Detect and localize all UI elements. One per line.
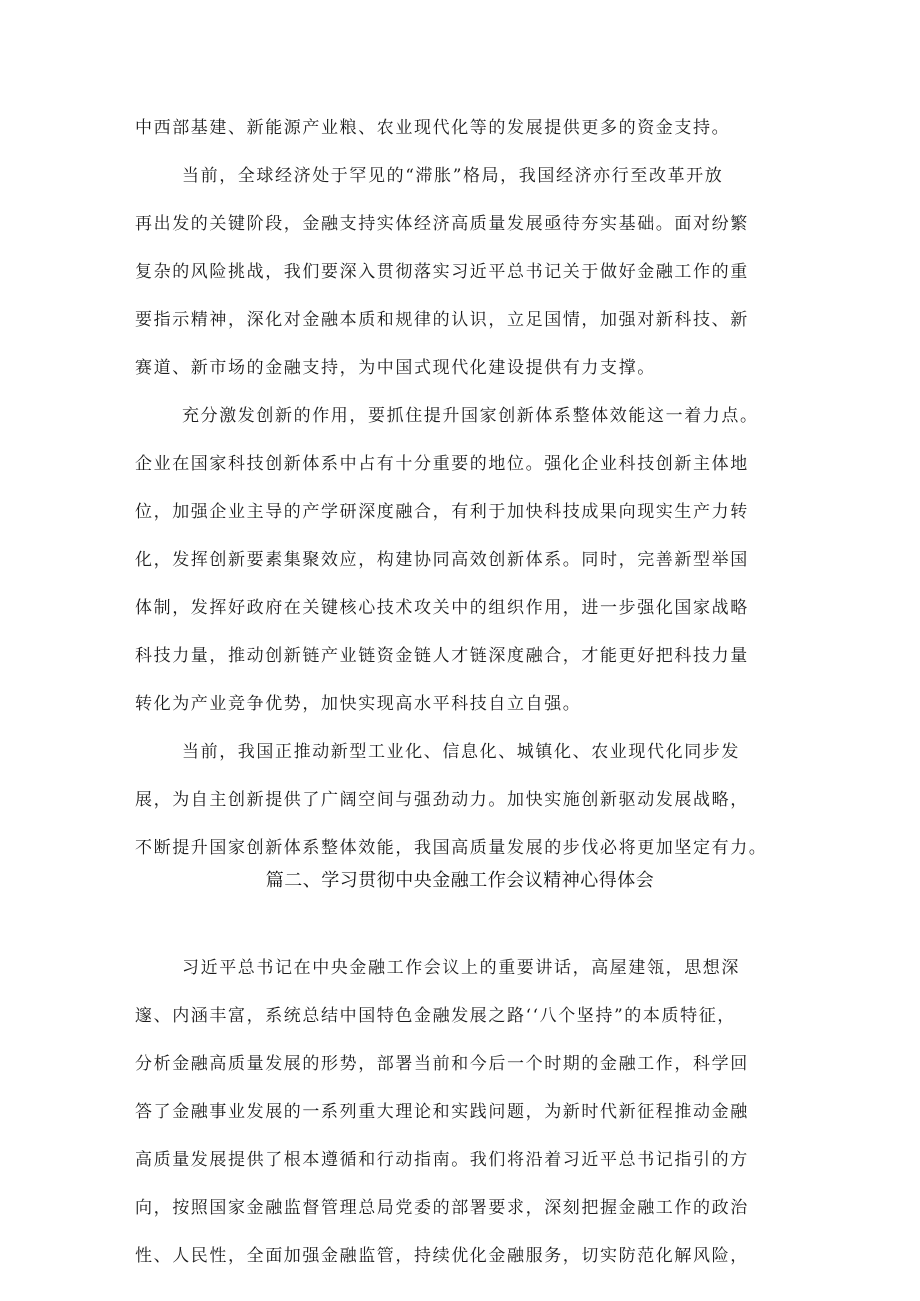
text-line: 体制，发挥好政府在关键核心技术攻关中的组织作用，进一步强化国家战略	[135, 598, 749, 618]
text-line: 中西部基建、新能源产业粮、农业现代化等的发展提供更多的资金支持。	[135, 118, 731, 138]
text-line: 展，为自主创新提供了广阔空间与强劲动力。加快实施创新驱动发展战略，	[135, 790, 749, 810]
text-line: 再出发的关键阶段，金融支持实体经济高质量发展亟待夯实基础。面对纷繁	[135, 214, 749, 234]
text-line: 高质量发展提供了根本遵循和行动指南。我们将沿着习近平总书记指引的方	[135, 1150, 749, 1170]
text-line: 充分激发创新的作用，要抓住提升国家创新体系整体效能这一着力点。	[182, 406, 759, 426]
text-line: 答了金融事业发展的一系列重大理论和实践问题，为新时代新征程推动金融	[135, 1102, 749, 1122]
text-line: 科技力量，推动创新链产业链资金链人才链深度融合，才能更好把科技力量	[135, 646, 749, 666]
text-line: 要指示精神，深化对金融本质和规律的认识，立足国情，加强对新科技、新	[135, 310, 749, 330]
text-line: 赛道、新市场的金融支持，为中国式现代化建设提供有力支撑。	[135, 358, 656, 378]
text-line: 当前，全球经济处于罕见的“滞胀”格局，我国经济亦行至改革开放	[182, 166, 724, 186]
text-line: 习近平总书记在中央金融工作会议上的重要讲话，高屋建瓴，思想深	[182, 958, 740, 978]
text-line: 分析金融高质量发展的形势，部署当前和今后一个时期的金融工作，科学回	[135, 1054, 749, 1074]
text-line: 转化为产业竞争优势，加快实现高水平科技自立自强。	[135, 694, 582, 714]
text-line: 性、人民性，全面加强金融监管，持续优化金融服务，切实防范化解风险，	[135, 1246, 749, 1266]
text-line: 企业在国家科技创新体系中占有十分重要的地位。强化企业科技创新主体地	[135, 454, 749, 474]
text-line: 位，加强企业主导的产学研深度融合，有利于加快科技成果向现实生产力转	[135, 502, 749, 522]
text-line: 当前，我国正推动新型工业化、信息化、城镇化、农业现代化同步发	[182, 742, 740, 762]
text-line: 复杂的风险挑战，我们要深入贯彻落实习近平总书记关于做好金融工作的重	[135, 262, 749, 282]
text-line: 邃、内涵丰富，系统总结中国特色金融发展之路‘‘八个坚持”的本质特征，	[135, 1006, 736, 1026]
section-heading: 篇二、学习贯彻中央金融工作会议精神心得体会	[265, 870, 655, 891]
text-line: 不断提升国家创新体系整体效能，我国高质量发展的步伐必将更加坚定有力。	[135, 838, 768, 858]
text-line: 化，发挥创新要素集聚效应，构建协同高效创新体系。同时，完善新型举国	[135, 550, 749, 570]
text-line: 向，按照国家金融监督管理总局党委的部署要求，深刻把握金融工作的政治	[135, 1198, 749, 1218]
